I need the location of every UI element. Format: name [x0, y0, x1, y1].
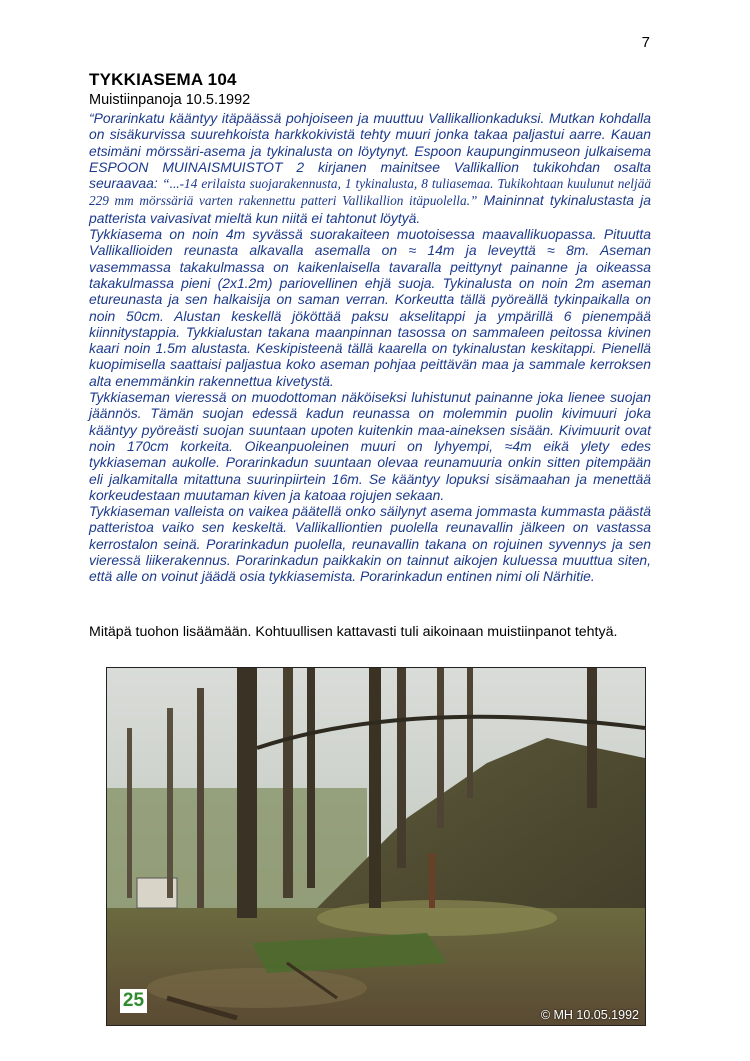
document-title: TYKKIASEMA 104 — [89, 70, 237, 89]
forest-photo — [106, 667, 646, 1026]
notes-paragraph-3: Tykkiaseman vieressä on muodottoman näköiseksi luhistunut painanne joka lienee suojan jäännös. Tämän suojan edessä kadun reunassa on molemmin puolin kivimuuri joka kääntyy pyöreästi suojan suuntaan upoten kuitenkin maa-aineksen sisään. Kivimuurit ovat noin 170cm korkeita. Oikeanpuoleinen muuri on lyhyempi, ≈4m eikä ylety edes tykkiaseman aukolle. Porarinkadun suuntaan olevaa reunamuuria onkin sitten pitempään eli jalkamitalla mitattuna suurinpiirtein 16m. Se kääntyy lopuksi sisämaahan ja menettää korkeudestaan muutaman kiven ja katoaa rojujen sekaan. — [89, 389, 651, 503]
museum-quote: “...-14 erilaista suojarakennusta, 1 tykinalusta, 8 tuliasemaa. Tukikohtaan kuulunut neljää 229 mm mörssäriä varten rakennettu patteri Vallikallion itäpuolella.” — [89, 176, 651, 209]
notes-text — [89, 110, 651, 585]
page-number: 7 — [641, 34, 650, 51]
photo-number-label: 25 — [120, 989, 147, 1013]
notes-paragraph-4: Tykkiaseman valleista on vaikea päätellä onko säilynyt asema jommasta kummasta päästä patteristoa vaiko sen keskeltä. Vallikalliontien puolella reunavallin jälkeen on vastassa kerrostalon seinä. Porarinkadun puolella, reunavallin takana on rojuinen syvennys ja sen vieressä liikerakennus. Porarinkadun paikkakin on tainnut aikojen kuluessa muuttua siten, että alle on voinut jäädä osia tykkiasemista. Porarinkadun entinen nimi oli Närhitie. — [89, 503, 651, 585]
paragraph-1-part-2: Maininnat tykinalustasta ja patterista vaivasivat mieltä kun niitä ei tahtonut löytyä. — [89, 192, 651, 226]
paragraph-1-part-1: “Porarinkatu kääntyy itäpäässä pohjoiseen ja muuttuu Vallikallionkaduksi. Mutkan kohdalla on sisäkurvissa suurehkoista harkkokivistä tehty muuri jonka takaa paljastui aarre. Kauan etsimäni mörssäri-asema ja tykinalusta on löytynyt. Espoon kaupunginmuseon julkaisema ESPOON MUINAISMUISTOT 2 kirjanen mainitsee Vallikallion tukikohdan osalta seuraavaa: — [89, 110, 651, 192]
photo-credit: © MH 10.05.1992 — [540, 1008, 639, 1022]
notes-paragraph-1 — [89, 110, 651, 226]
document-subtitle: Muistiinpanoja 10.5.1992 — [89, 92, 251, 108]
forest-photo-illustration — [107, 668, 645, 1025]
author-comment: Mitäpä tuohon lisäämään. Kohtuullisen kattavasti tuli aikoinaan muistiinpanot tehtyä. — [89, 624, 618, 640]
notes-paragraph-2: Tykkiasema on noin 4m syvässä suorakaiteen muotoisessa maavallikuopassa. Pituutta Vallikallioiden reunasta alkavalla asemalla on ≈ 14m ja leveyttä ≈ 8m. Aseman vasemmassa takakulmassa on kaikenlaisella tavaralla peittynyt painanne ja oikeassa takakulmassa pieni (2x1.2m) pariovellinen ehjä suoja. Tykinalusta on noin 2m aseman etureunasta ja sen halkaisija on saman verran. Korkeutta tällä pyöreällä tykinpaikalla on noin 50cm. Alustan keskellä jököttää paksu akselitappi ja ympärillä 6 pienempää kiinnitystappia. Tykkialustan takana maanpinnan tasossa on sammaleen peitossa kivinen kaari noin 1.5m alustasta. Keskipisteenä tällä kaarella on tykinalustan keskitappi. Pienellä kuopimisella saattaisi paljastua koko aseman pohjaa peittävän maa ja sammale kerroksen alta enemmänkin rakennettua kivetystä. — [89, 226, 651, 389]
